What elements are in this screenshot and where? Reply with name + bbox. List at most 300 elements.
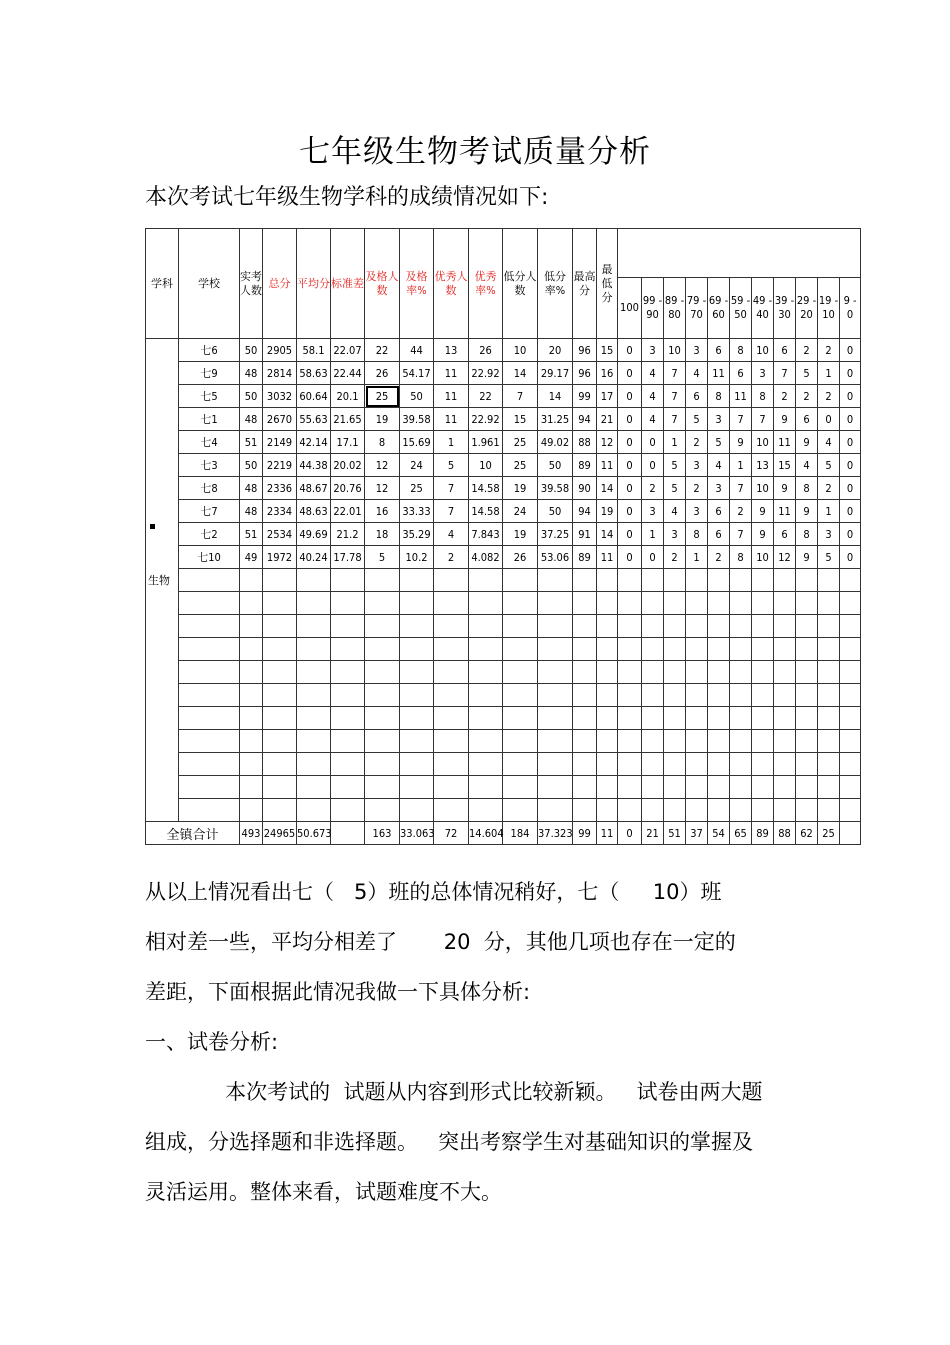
table-row: [146, 454, 861, 477]
data-cell: 0: [618, 500, 642, 523]
data-cell: 9: [774, 477, 796, 500]
data-cell: 15.69: [400, 431, 434, 454]
data-cell: 6: [708, 523, 730, 546]
table-row: [146, 638, 861, 661]
score-table-container: [145, 228, 857, 853]
data-cell: [840, 707, 861, 730]
data-cell: 20.76: [331, 477, 365, 500]
data-cell: [752, 776, 774, 799]
data-cell: [240, 684, 263, 707]
data-cell: [469, 730, 503, 753]
data-cell: 8: [686, 523, 708, 546]
table-row: [146, 408, 861, 431]
school-cell: [179, 569, 240, 592]
data-cell: [818, 569, 840, 592]
data-cell: [796, 707, 818, 730]
data-cell: 49.02: [538, 431, 573, 454]
data-cell: [263, 615, 297, 638]
data-cell: 22: [365, 339, 400, 362]
data-cell: 9: [730, 431, 752, 454]
data-cell: 10: [503, 339, 538, 362]
data-cell: [730, 661, 752, 684]
data-cell: [573, 638, 597, 661]
data-cell: [730, 569, 752, 592]
data-cell: 0: [818, 408, 840, 431]
total-cell: 37.323: [538, 822, 573, 845]
data-cell: [538, 615, 573, 638]
data-cell: [331, 638, 365, 661]
data-cell: [240, 799, 263, 822]
data-cell: [730, 799, 752, 822]
data-cell: [642, 799, 664, 822]
data-cell: [573, 707, 597, 730]
data-cell: 99: [573, 385, 597, 408]
data-cell: [469, 592, 503, 615]
score-band-header: 99 - 90: [642, 278, 664, 339]
data-cell: [818, 776, 840, 799]
data-cell: 7: [730, 523, 752, 546]
data-cell: [573, 615, 597, 638]
data-cell: 11: [434, 362, 469, 385]
data-cell: [400, 707, 434, 730]
data-cell: [818, 684, 840, 707]
data-cell: 11: [774, 500, 796, 523]
data-cell: 20.02: [331, 454, 365, 477]
data-cell: 22.92: [469, 408, 503, 431]
column-header: 低分率%: [538, 229, 573, 339]
data-cell: 26: [469, 339, 503, 362]
data-cell: [752, 799, 774, 822]
data-cell: [774, 753, 796, 776]
data-cell: 10: [664, 339, 686, 362]
total-cell: [331, 822, 365, 845]
data-cell: 10: [752, 546, 774, 569]
data-cell: [618, 684, 642, 707]
data-cell: [469, 776, 503, 799]
data-cell: 0: [840, 339, 861, 362]
data-cell: 58.1: [297, 339, 331, 362]
data-cell: [400, 638, 434, 661]
paragraph-line: 灵活运用。整体来看，试题难度不大。: [145, 1180, 502, 1204]
data-cell: [365, 776, 400, 799]
school-cell: [179, 638, 240, 661]
data-cell: [597, 684, 618, 707]
data-cell: 7: [752, 408, 774, 431]
data-cell: 35.29: [400, 523, 434, 546]
data-cell: 96: [573, 362, 597, 385]
school-cell: [179, 684, 240, 707]
data-cell: [818, 707, 840, 730]
data-cell: [618, 661, 642, 684]
data-cell: 4: [642, 362, 664, 385]
data-cell: 0: [618, 362, 642, 385]
data-cell: [365, 661, 400, 684]
column-header: 优秀人数: [434, 229, 469, 339]
data-cell: 22.92: [469, 362, 503, 385]
data-cell: 96: [573, 339, 597, 362]
data-cell: [686, 730, 708, 753]
data-cell: [642, 776, 664, 799]
data-cell: [297, 753, 331, 776]
data-cell: [331, 569, 365, 592]
data-cell: 11: [597, 546, 618, 569]
data-cell: [365, 799, 400, 822]
data-cell: [597, 753, 618, 776]
data-cell: 2: [708, 546, 730, 569]
data-cell: 26: [503, 546, 538, 569]
school-cell: 七4: [179, 431, 240, 454]
data-cell: [774, 569, 796, 592]
data-cell: [573, 753, 597, 776]
data-cell: [664, 569, 686, 592]
data-cell: [240, 661, 263, 684]
data-cell: [664, 684, 686, 707]
data-cell: [708, 569, 730, 592]
data-cell: [263, 684, 297, 707]
data-cell: [263, 707, 297, 730]
data-cell: 25: [365, 385, 400, 408]
data-cell: [730, 730, 752, 753]
school-cell: 七9: [179, 362, 240, 385]
data-cell: 2814: [263, 362, 297, 385]
data-cell: 6: [796, 408, 818, 431]
data-cell: 7: [503, 385, 538, 408]
data-cell: 4: [796, 454, 818, 477]
data-cell: 11: [434, 408, 469, 431]
table-row: [146, 707, 861, 730]
data-cell: [618, 776, 642, 799]
data-cell: 22.44: [331, 362, 365, 385]
data-cell: [331, 592, 365, 615]
paragraph-line: 差距，下面根据此情况我做一下具体分析:: [145, 980, 531, 1004]
data-cell: 22.01: [331, 500, 365, 523]
data-cell: 0: [840, 477, 861, 500]
data-cell: [297, 569, 331, 592]
intro-text: 本次考试七年级生物学科的成绩情况如下:: [145, 185, 549, 210]
table-row: [146, 799, 861, 822]
data-cell: [708, 753, 730, 776]
data-cell: [752, 569, 774, 592]
data-cell: [503, 753, 538, 776]
header-school: 学校: [179, 229, 240, 339]
data-cell: 19: [503, 523, 538, 546]
data-cell: [664, 661, 686, 684]
data-cell: [752, 730, 774, 753]
score-band-header: 89 - 80: [664, 278, 686, 339]
data-cell: 51: [240, 431, 263, 454]
data-cell: [818, 638, 840, 661]
table-row: [146, 615, 861, 638]
data-cell: [818, 730, 840, 753]
data-cell: 5: [434, 454, 469, 477]
table-row: [146, 523, 861, 546]
data-cell: 50: [538, 454, 573, 477]
data-cell: [400, 753, 434, 776]
data-cell: [365, 638, 400, 661]
data-cell: [240, 776, 263, 799]
data-cell: [597, 730, 618, 753]
data-cell: [708, 684, 730, 707]
data-cell: 4: [642, 408, 664, 431]
data-cell: [686, 615, 708, 638]
data-cell: 0: [840, 385, 861, 408]
data-cell: [818, 661, 840, 684]
column-header: 标准差: [331, 229, 365, 339]
total-cell: 88: [774, 822, 796, 845]
score-band-header: 19 - 10: [818, 278, 840, 339]
data-cell: [752, 661, 774, 684]
table-row: [146, 431, 861, 454]
data-cell: 7: [730, 477, 752, 500]
data-cell: 2149: [263, 431, 297, 454]
corner-marker: [150, 524, 155, 529]
data-cell: 48: [240, 362, 263, 385]
data-cell: 3: [686, 454, 708, 477]
header-subject: 学科: [146, 229, 179, 339]
school-cell: 七3: [179, 454, 240, 477]
data-cell: 37.25: [538, 523, 573, 546]
data-cell: [642, 569, 664, 592]
data-cell: 13: [434, 339, 469, 362]
data-cell: 1972: [263, 546, 297, 569]
data-cell: 12: [597, 431, 618, 454]
data-cell: 5: [664, 454, 686, 477]
total-cell: 21: [642, 822, 664, 845]
data-cell: [686, 684, 708, 707]
data-cell: 5: [796, 362, 818, 385]
data-cell: 6: [708, 500, 730, 523]
data-cell: 11: [597, 454, 618, 477]
data-cell: [400, 776, 434, 799]
data-cell: [708, 776, 730, 799]
school-cell: 七1: [179, 408, 240, 431]
data-cell: [469, 707, 503, 730]
data-cell: 12: [365, 477, 400, 500]
data-cell: [686, 661, 708, 684]
data-cell: [796, 776, 818, 799]
data-cell: [434, 661, 469, 684]
score-band-header: 49 - 40: [752, 278, 774, 339]
data-cell: 6: [730, 362, 752, 385]
data-cell: [400, 569, 434, 592]
data-cell: 1.961: [469, 431, 503, 454]
data-cell: 17.78: [331, 546, 365, 569]
column-header: 及格人数: [365, 229, 400, 339]
data-cell: [730, 638, 752, 661]
data-cell: 48.63: [297, 500, 331, 523]
total-label: 全镇合计: [146, 822, 240, 845]
total-cell: 33.063: [400, 822, 434, 845]
school-cell: 七6: [179, 339, 240, 362]
data-cell: 19: [503, 477, 538, 500]
data-cell: [642, 753, 664, 776]
data-cell: 16: [597, 362, 618, 385]
data-cell: [730, 776, 752, 799]
data-cell: 0: [840, 454, 861, 477]
data-cell: [331, 776, 365, 799]
data-cell: [434, 592, 469, 615]
data-cell: 21: [597, 408, 618, 431]
data-cell: [686, 638, 708, 661]
data-cell: 20.1: [331, 385, 365, 408]
data-cell: [503, 638, 538, 661]
total-cell: [840, 822, 861, 845]
data-cell: 2: [686, 431, 708, 454]
data-cell: [400, 730, 434, 753]
data-cell: [840, 592, 861, 615]
data-cell: [331, 661, 365, 684]
school-cell: [179, 776, 240, 799]
column-header: 平均分: [297, 229, 331, 339]
table-row: [146, 500, 861, 523]
data-cell: 1: [686, 546, 708, 569]
data-cell: [503, 684, 538, 707]
data-cell: 3: [752, 362, 774, 385]
data-cell: 50: [538, 500, 573, 523]
data-cell: [618, 615, 642, 638]
data-cell: 6: [774, 339, 796, 362]
subject-cell: 生物: [146, 339, 179, 822]
data-cell: 0: [618, 454, 642, 477]
school-cell: [179, 730, 240, 753]
data-cell: [240, 753, 263, 776]
data-cell: [538, 707, 573, 730]
data-cell: 60.64: [297, 385, 331, 408]
total-cell: 51: [664, 822, 686, 845]
data-cell: 44: [400, 339, 434, 362]
data-cell: [331, 707, 365, 730]
data-cell: [708, 638, 730, 661]
data-cell: [365, 684, 400, 707]
data-cell: [503, 569, 538, 592]
data-cell: 14: [503, 362, 538, 385]
data-cell: [708, 615, 730, 638]
data-cell: [240, 569, 263, 592]
data-cell: [818, 753, 840, 776]
data-cell: [434, 684, 469, 707]
data-cell: 0: [642, 431, 664, 454]
data-cell: [840, 753, 861, 776]
data-cell: 48: [240, 477, 263, 500]
total-cell: 99: [573, 822, 597, 845]
data-cell: 8: [752, 385, 774, 408]
data-cell: 11: [730, 385, 752, 408]
data-cell: 49.69: [297, 523, 331, 546]
data-cell: 9: [796, 546, 818, 569]
total-cell: 72: [434, 822, 469, 845]
data-cell: 10: [469, 454, 503, 477]
data-cell: 6: [686, 385, 708, 408]
data-cell: [752, 684, 774, 707]
data-cell: [642, 661, 664, 684]
data-cell: [730, 684, 752, 707]
data-cell: 0: [840, 546, 861, 569]
data-cell: 4: [818, 431, 840, 454]
data-cell: [730, 753, 752, 776]
data-cell: [597, 638, 618, 661]
data-cell: [297, 776, 331, 799]
data-cell: [796, 730, 818, 753]
data-cell: 8: [730, 546, 752, 569]
table-row: [146, 546, 861, 569]
data-cell: [664, 776, 686, 799]
data-cell: 24: [400, 454, 434, 477]
data-cell: 8: [796, 477, 818, 500]
data-cell: 11: [774, 431, 796, 454]
total-cell: 65: [730, 822, 752, 845]
data-cell: [618, 730, 642, 753]
data-cell: [263, 569, 297, 592]
data-cell: 22: [469, 385, 503, 408]
data-cell: 2: [796, 385, 818, 408]
data-cell: [365, 730, 400, 753]
data-cell: 88: [573, 431, 597, 454]
score-band-group-header: [618, 229, 861, 278]
paragraph-line: 从以上情况看出七（ 5）班的总体情况稍好，七（ 10）班: [145, 880, 722, 904]
data-cell: 31.25: [538, 408, 573, 431]
score-band-header: 39 - 30: [774, 278, 796, 339]
total-cell: 50.673: [297, 822, 331, 845]
data-cell: [538, 730, 573, 753]
data-cell: 1: [818, 362, 840, 385]
data-cell: [503, 799, 538, 822]
data-cell: [730, 592, 752, 615]
data-cell: 8: [796, 523, 818, 546]
data-cell: [752, 638, 774, 661]
data-cell: 4: [642, 385, 664, 408]
data-cell: [752, 615, 774, 638]
column-header: 实考人数: [240, 229, 263, 339]
data-cell: [840, 776, 861, 799]
data-cell: [840, 684, 861, 707]
data-cell: 2: [818, 339, 840, 362]
data-cell: 0: [618, 431, 642, 454]
data-cell: 3: [642, 500, 664, 523]
data-cell: [538, 661, 573, 684]
data-cell: 15: [774, 454, 796, 477]
data-cell: 94: [573, 500, 597, 523]
data-cell: 3032: [263, 385, 297, 408]
data-cell: 3: [686, 339, 708, 362]
data-cell: [400, 799, 434, 822]
table-row: [146, 730, 861, 753]
data-cell: [818, 799, 840, 822]
data-cell: [365, 615, 400, 638]
data-cell: 7: [434, 500, 469, 523]
data-cell: [840, 615, 861, 638]
data-cell: 21.2: [331, 523, 365, 546]
data-cell: [752, 592, 774, 615]
data-cell: 10: [752, 477, 774, 500]
data-cell: 2534: [263, 523, 297, 546]
data-cell: [618, 592, 642, 615]
data-cell: [538, 569, 573, 592]
data-cell: 48: [240, 500, 263, 523]
table-row: [146, 753, 861, 776]
data-cell: [469, 615, 503, 638]
data-cell: [573, 661, 597, 684]
data-cell: 4: [708, 454, 730, 477]
data-cell: [618, 569, 642, 592]
data-cell: 15: [597, 339, 618, 362]
data-cell: [597, 661, 618, 684]
data-cell: [573, 776, 597, 799]
school-cell: 七2: [179, 523, 240, 546]
data-cell: [365, 569, 400, 592]
data-cell: 26: [365, 362, 400, 385]
data-cell: [618, 799, 642, 822]
data-cell: 0: [840, 362, 861, 385]
